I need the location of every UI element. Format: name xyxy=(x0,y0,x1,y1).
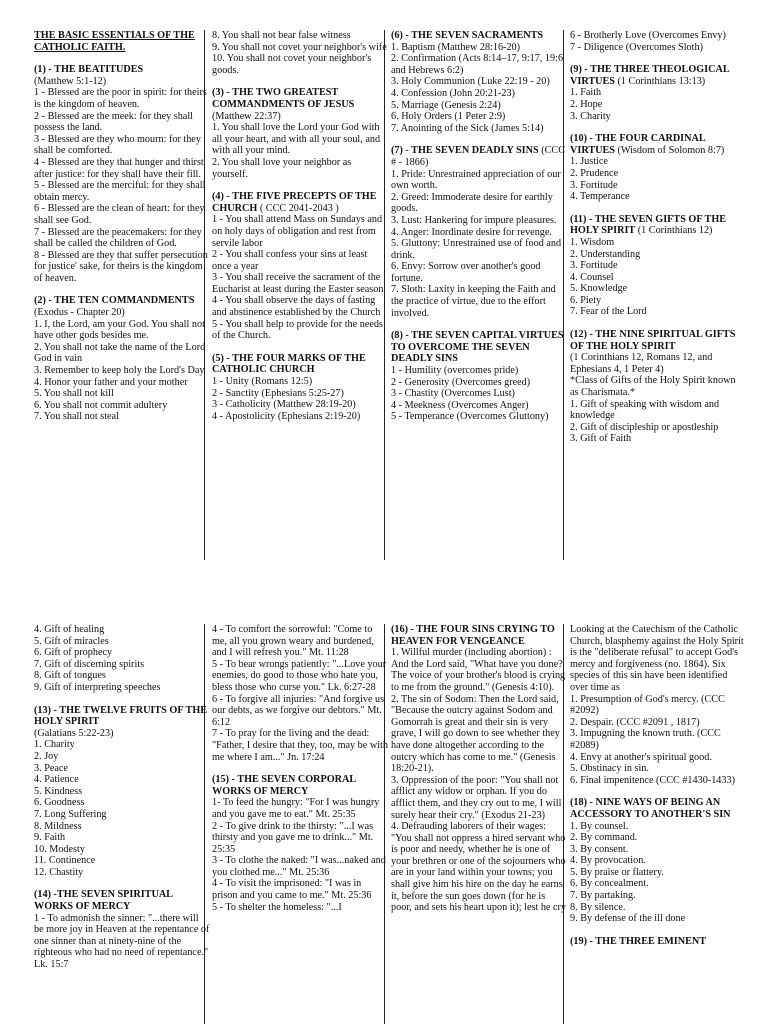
section-heading xyxy=(34,705,210,728)
section-heading xyxy=(391,330,567,365)
list-item: 3 - To clothe the naked: "I was...naked and you clothed me..." Mt. 25:36 xyxy=(212,855,386,878)
list-item: 1. Wisdom xyxy=(570,236,615,248)
section-heading xyxy=(391,624,567,647)
section-heading-text: (8) - THE SEVEN CAPITAL VIRTUES TO OVERCOME THE SEVEN DEADLY SINS xyxy=(391,330,564,365)
list-item: 6. Piety xyxy=(570,294,602,306)
list-item: 12. Chastity xyxy=(34,866,84,878)
section-heading-text: (4) - THE FIVE PRECEPTS OF THE CHURCH xyxy=(212,191,377,214)
list-item: 7 - Diligence (Overcomes Sloth) xyxy=(570,41,703,53)
list-item: 1 - You shall attend Mass on Sundays and on holy days of obligation and rest from servile labor xyxy=(212,214,383,249)
list-item: 5 - You shall help to provide for the needs of the Church. xyxy=(212,318,383,342)
list-item: 3. Remember to keep holy the Lord's Day xyxy=(34,365,205,377)
section xyxy=(34,889,210,970)
section-heading-text: (12) - THE NINE SPIRITUAL GIFTS OF THE HOLY SPIRIT xyxy=(570,329,736,352)
list-item: 3. Gift of Faith xyxy=(570,433,632,445)
section-heading-text: (15) - THE SEVEN CORPORAL WORKS OF MERCY xyxy=(212,774,356,797)
list-item: 7. Sloth: Laxity in keeping the Faith and the practice of virtue, due to the effort involved. xyxy=(391,284,556,319)
text-column xyxy=(391,30,567,560)
section xyxy=(570,64,746,122)
text-column xyxy=(391,624,567,1024)
list-item: 6. Envy: Sorrow over another's good fortune. xyxy=(391,261,541,284)
section-heading xyxy=(570,133,746,156)
list-item: 9. By defense of the ill done xyxy=(570,913,686,925)
list-item: 7 - Blessed are the peacemakers: for they shall be called the children of God. xyxy=(34,226,202,250)
list-item: 1 - Blessed are the poor in spirit: for theirs is the kingdom of heaven. xyxy=(34,87,207,110)
list-item: Looking at the Catechism of the Catholic Church, blasphemy against the Holy Spirit is the "deliberate refusal" to accept God's mercy and forgiveness (no. 1864). Six species of this sin have been identified over time as xyxy=(570,624,744,693)
list-item: 5 - Temperance (Overcomes Gluttony) xyxy=(391,411,549,423)
list-item: (Matthew 22:37) xyxy=(212,110,281,122)
text-column xyxy=(212,30,388,560)
list-item: 1 - Humility (overcomes pride) xyxy=(391,365,519,377)
scripture-reference: (CCC # - 1866) xyxy=(391,145,565,168)
text-column xyxy=(34,624,210,1024)
section xyxy=(391,624,567,914)
list-item: 6. Goodness xyxy=(34,797,85,809)
scripture-reference: (1 Corinthians 13:13) xyxy=(614,75,706,87)
list-item: (Matthew 5:1-12) xyxy=(34,75,107,87)
list-item: 4. Honor your father and your mother xyxy=(34,376,188,388)
list-item: 5. Gluttony: Unrestrained use of food and drink. xyxy=(391,238,562,261)
list-item: 2. Greed: Immoderate desire for earthly goods. xyxy=(391,191,553,215)
list-item: 4. Counsel xyxy=(570,271,614,283)
list-item: 8. By silence. xyxy=(570,901,626,913)
list-item: 6. Holy Orders (1 Peter 2:9) xyxy=(391,111,506,123)
list-item: 7. Gift of discerning spirits xyxy=(34,658,145,670)
list-item: 3. Charity xyxy=(570,110,611,122)
list-item: 3. Peace xyxy=(34,762,68,774)
section-heading xyxy=(212,774,388,797)
section-heading-text: (1) - THE BEATITUDES xyxy=(34,64,144,76)
text-column xyxy=(570,30,746,560)
section xyxy=(391,330,567,423)
list-item: 5. Marriage (Genesis 2:24) xyxy=(391,99,501,111)
list-item: 2. Confirmation (Acts 8:14–17, 9:17, 19:6 and Hebrews 6:2) xyxy=(391,53,564,76)
list-item: 5. By praise or flattery. xyxy=(570,866,664,878)
section xyxy=(570,214,746,318)
section-heading-text: (16) - THE FOUR SINS CRYING TO HEAVEN FOR VENGEANCE xyxy=(391,624,555,647)
list-item: 5 - To shelter the homeless: "...I xyxy=(212,901,342,913)
section xyxy=(391,30,567,134)
list-item: 1. Pride: Unrestrained appreciation of our own worth. xyxy=(391,168,561,192)
list-item: 1. By counsel. xyxy=(570,820,629,832)
top-page-panel xyxy=(0,30,768,560)
section-heading xyxy=(570,797,746,820)
list-item: 5 - Blessed are the merciful: for they shall obtain mercy. xyxy=(34,180,206,203)
list-item: 4 - To visit the imprisoned: "I was in prison and you came to me." Mt. 25:36 xyxy=(212,878,372,902)
section xyxy=(34,295,210,423)
scripture-reference: (1 Corinthians 12) xyxy=(635,225,713,237)
document-title xyxy=(34,30,210,53)
list-item: 4 - Blessed are they that hunger and thirst after justice: for they shall have their fill. xyxy=(34,156,204,180)
text-column xyxy=(212,624,388,1024)
list-item: 1 - Unity (Romans 12:5) xyxy=(212,376,313,388)
list-item: 7. You shall not steal xyxy=(34,411,119,423)
section-heading-text: (19) - THE THREE EMINENT xyxy=(570,935,707,947)
list-item: 1. Presumption of God's mercy. (CCC #2092) xyxy=(570,693,725,717)
list-item: 2. Despair. (CCC #2091 , 1817) xyxy=(570,716,700,728)
list-item: 6 - Blessed are the clean of heart: for they shall see God. xyxy=(34,203,205,226)
section-heading xyxy=(570,64,746,87)
section-heading-text: (18) - NINE WAYS OF BEING AN ACCESSORY TO ANOTHER'S SIN xyxy=(570,797,731,820)
list-item: 4. By provocation. xyxy=(570,855,646,867)
section xyxy=(212,624,388,763)
list-item: (1 Corinthians 12, Romans 12, and Ephesians 4, 1 Peter 4) xyxy=(570,352,713,375)
section xyxy=(570,133,746,203)
section-heading xyxy=(570,329,746,352)
list-item: 1. I, the Lord, am your God. You shall not have other gods besides me. xyxy=(34,318,205,342)
list-item: 7 - To pray for the living and the dead: "Father, I desire that they, too, may be with me where I am..." Jn. 17:24 xyxy=(212,728,388,763)
list-item: *Class of Gifts of the Holy Spirit known as Charismata.* xyxy=(570,375,736,399)
list-item: 2 - Sanctity (Ephesians 5:25-27) xyxy=(212,387,344,399)
list-item: 2 - Blessed are the meek: for they shall possess the land. xyxy=(34,110,193,134)
section xyxy=(570,329,746,445)
list-item: 10. Modesty xyxy=(34,843,85,855)
section-heading-text: (2) - THE TEN COMMANDMENTS xyxy=(34,295,195,307)
list-item: 8. You shall not bear false witness xyxy=(212,30,351,41)
list-item: 2 - Generosity (Overcomes greed) xyxy=(391,376,531,388)
list-item: 6 - Brotherly Love (Overcomes Envy) xyxy=(570,30,726,41)
list-item: 3. Oppression of the poor: "You shall not afflict any widow or orphan. If you do afflict them, and they cry out to me, I will surely hear their cry." (Exodus 21-23) xyxy=(391,774,562,821)
list-item: 8. Gift of tongues xyxy=(34,670,106,682)
scripture-reference: ( CCC 2041-2043 ) xyxy=(257,202,339,214)
list-item: 3 - Catholicity (Matthew 28:19-20) xyxy=(212,399,356,411)
list-item: 5. Gift of miracles xyxy=(34,635,109,647)
scripture-reference: (Wisdom of Solomon 8:7) xyxy=(614,144,725,156)
section xyxy=(34,624,210,694)
list-item: 1. You shall love the Lord your God with all your heart, and with all your soul, and with all your mind. xyxy=(212,122,381,157)
section-heading-text: (13) - THE TWELVE FRUITS OF THE HOLY SPIRIT xyxy=(34,704,208,728)
section-heading xyxy=(34,889,210,912)
list-item: 8. Mildness xyxy=(34,820,82,832)
section xyxy=(34,64,210,284)
list-item: 9. You shall not covet your neighbor's wife xyxy=(212,41,387,53)
list-item: 6. By concealment. xyxy=(570,878,649,890)
list-item: 4 - Meekness (Overcomes Anger) xyxy=(391,399,529,411)
section xyxy=(212,191,388,342)
section xyxy=(212,774,388,913)
section xyxy=(391,145,567,319)
section xyxy=(212,353,388,423)
list-item: 2. You shall not take the name of the Lord God in vain xyxy=(34,341,206,365)
section-heading-text: (3) - THE TWO GREATEST COMMANDMENTS OF JESUS xyxy=(212,87,355,110)
list-item: 1. Willful murder (including abortion) : And the Lord said, "What have you done? The voice of your brother's blood is crying to me from the ground." (Genesis 4:10). xyxy=(391,647,566,693)
list-item: 2. You shall love your neighbor as yourself. xyxy=(212,156,352,180)
list-item: 4. Temperance xyxy=(570,191,630,203)
section-heading xyxy=(212,191,388,214)
section xyxy=(212,87,388,180)
list-item: 4 - To comfort the sorrowful: "Come to me, all you grown weary and burdened, and I will refresh you." Mt. 11:28 xyxy=(212,624,374,659)
list-item: (Galatians 5:22-23) xyxy=(34,727,114,739)
list-item: 3. Holy Communion (Luke 22:19 - 20) xyxy=(391,76,550,88)
list-item: 1 - To admonish the sinner: "...there will be more joy in Heaven at the repentance of one sinner than at ninety-nine of the righteous who had no need of repentance." Lk. 15:7 xyxy=(34,912,210,971)
list-item: 2. By command. xyxy=(570,832,638,844)
list-item: 4. Patience xyxy=(34,774,79,786)
section xyxy=(212,30,388,76)
list-item: 4. Envy at another's spiritual good. xyxy=(570,751,712,763)
list-item: 1. Gift of speaking with wisdom and knowledge xyxy=(570,398,720,422)
list-item: 6. You shall not commit adultery xyxy=(34,399,168,411)
list-item: 3. By consent. xyxy=(570,843,629,855)
section-heading-text: (10) - THE FOUR CARDINAL VIRTUES xyxy=(570,133,706,156)
section-heading xyxy=(391,145,567,168)
list-item: 4. Gift of healing xyxy=(34,624,105,635)
list-item: 3 - You shall receive the sacrament of the Eucharist at least during the Easter season xyxy=(212,272,384,295)
list-item: 7. Anointing of the Sick (James 5:14) xyxy=(391,122,544,134)
list-item: 3 - Chastity (Overcomes Lust) xyxy=(391,388,515,400)
list-item: 2 - You shall confess your sins at least once a year xyxy=(212,249,368,272)
section-heading-text: (14) -THE SEVEN SPIRITUAL WORKS OF MERCY xyxy=(34,889,173,913)
section xyxy=(570,30,746,53)
list-item: 3. Fortitude xyxy=(570,179,618,191)
list-item: 8 - Blessed are they that suffer persecution for justice' sake, for theirs is the kingdom of heaven. xyxy=(34,249,208,284)
list-item: 2. Understanding xyxy=(570,248,641,260)
section-heading xyxy=(570,936,746,948)
list-item: 5. Knowledge xyxy=(570,283,628,295)
section xyxy=(570,624,746,786)
list-item: 1. Justice xyxy=(570,156,608,168)
list-item: 1. Charity xyxy=(34,739,75,751)
list-item: 9. Gift of interpreting speeches xyxy=(34,681,161,693)
section-heading xyxy=(391,30,567,42)
list-item: 5. Obstinacy in sin. xyxy=(570,763,649,775)
section-heading xyxy=(34,64,210,76)
list-item: 2. Gift of discipleship or apostleship xyxy=(570,421,719,433)
list-item: 1- To feed the hungry: "For I was hungry and you gave me to eat." Mt. 25:35 xyxy=(212,797,380,820)
list-item: 7. By partaking. xyxy=(570,890,636,902)
list-item: 7. Long Suffering xyxy=(34,808,107,820)
section-heading-text: (9) - THE THREE THEOLOGICAL VIRTUES xyxy=(570,64,730,87)
section-heading-text: THE BASIC ESSENTIALS OF THE CATHOLIC FAITH. xyxy=(34,30,195,53)
list-item: 11. Continence xyxy=(34,855,96,867)
list-item: 2. Hope xyxy=(570,98,603,110)
section xyxy=(34,705,210,879)
list-item: 3. Fortitude xyxy=(570,260,618,272)
list-item: 4 - You shall observe the days of fasting and abstinence established by the Church xyxy=(212,295,381,319)
list-item: 4. Defrauding laborers of their wages: "You shall not oppress a hired servant who is poor and needy, whether he is one of your brethren or one of the sojourners who are in your land within your towns; you shall give him his hire on the day he earns it, before the sun goes down (for he is poor, and sets his heart upon it); lest he cry xyxy=(391,821,567,914)
section-heading xyxy=(34,295,210,318)
list-item: 2. Prudence xyxy=(570,167,619,179)
list-item: 3. Lust: Hankering for impure pleasures. xyxy=(391,214,557,226)
section-heading-text: (5) - THE FOUR MARKS OF THE CATHOLIC CHURCH xyxy=(212,352,366,376)
list-item: 10. You shall not covet your neighbor's goods. xyxy=(212,53,372,76)
text-column xyxy=(34,30,210,560)
list-item: 6. Final impenitence (CCC #1430-1433) xyxy=(570,774,735,786)
section-heading-text: (6) - THE SEVEN SACRAMENTS xyxy=(391,30,544,41)
bottom-page-panel xyxy=(0,624,768,1024)
section xyxy=(34,30,210,53)
section xyxy=(570,936,746,948)
list-item: 2. The sin of Sodom: Then the Lord said, "Because the outcry against Sodom and Gomorrah is great and their sin is very grave, I will go down to see whether they have done altogether according to the outcry which has come to me." (Genesis 18:20-21). xyxy=(391,693,560,775)
section-heading xyxy=(212,87,388,110)
section-heading-text: (7) - THE SEVEN DEADLY SINS xyxy=(391,145,539,157)
list-item: 4. Anger: Inordinate desire for revenge. xyxy=(391,226,552,238)
text-column xyxy=(570,624,746,1024)
list-item: 9. Faith xyxy=(34,832,66,844)
scripture-reference: (Exodus - Chapter 20) xyxy=(34,307,125,319)
list-item: 2. Joy xyxy=(34,750,59,762)
list-item: 5. You shall not kill xyxy=(34,388,114,400)
section-heading-text: (11) - THE SEVEN GIFTS OF THE HOLY SPIRIT xyxy=(570,213,727,237)
list-item: 3. Impugning the known truth. (CCC #2089) xyxy=(570,728,721,751)
list-item: 5 - To bear wrongs patiently: "...Love your enemies, do good to those who hate you, bless those who curse you." Lk. 6:27-28 xyxy=(212,658,387,693)
list-item: 6 - To forgive all injuries: "And forgive us our debts, as we forgive our debtors." Mt. 6:12 xyxy=(212,693,385,728)
section-heading xyxy=(212,353,388,376)
list-item: 1. Baptism (Matthew 28:16-20) xyxy=(391,41,521,53)
list-item: 7. Fear of the Lord xyxy=(570,306,647,318)
list-item: 1. Faith xyxy=(570,87,602,99)
list-item: 3 - Blessed are they who mourn: for they shall be comforted. xyxy=(34,133,201,157)
list-item: 4 - Apostolicity (Ephesians 2:19-20) xyxy=(212,410,361,422)
list-item: 2 - To give drink to the thirsty: "...I was thirsty and you gave me to drink..." Mt. 25:35 xyxy=(212,820,374,855)
list-item: 4. Confession (John 20:21-23) xyxy=(391,87,515,99)
list-item: 5. Kindness xyxy=(34,785,83,797)
section xyxy=(570,797,746,925)
section-heading xyxy=(570,214,746,237)
list-item: 6. Gift of prophecy xyxy=(34,647,113,659)
